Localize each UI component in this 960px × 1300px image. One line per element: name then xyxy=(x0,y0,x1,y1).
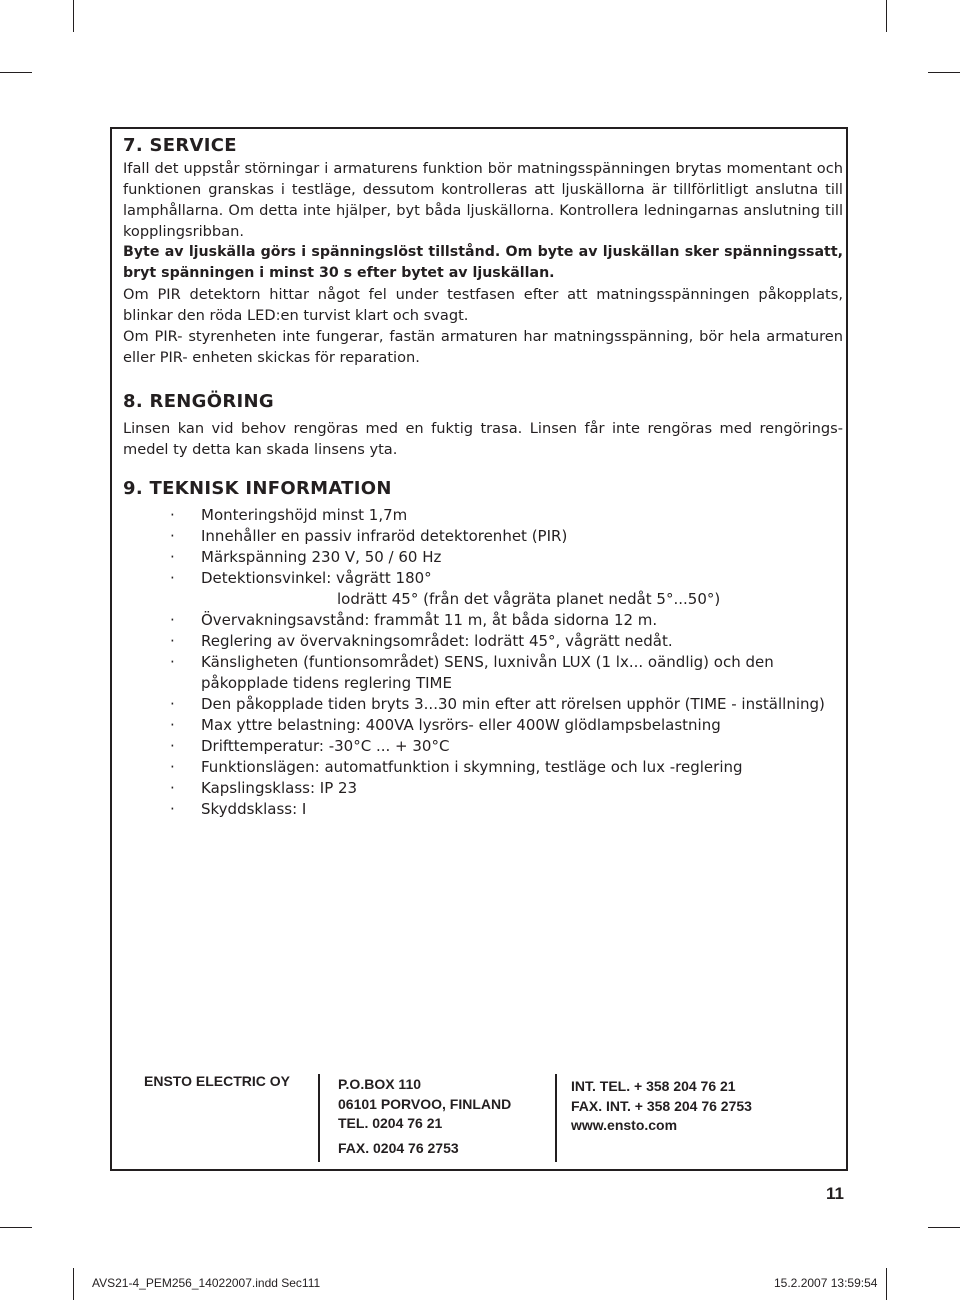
service-warning: Byte av ljuskälla görs i spänningslöst tillstånd. Om byte av ljuskällan sker spänningssatt, bryt spänningen i minst 30 s efter bytet av ljuskällan. xyxy=(123,244,843,281)
technical-list-item xyxy=(123,799,843,820)
technical-list xyxy=(123,505,843,820)
page-number: 11 xyxy=(826,1184,844,1203)
technical-list-item xyxy=(123,631,843,652)
bullet-icon: · xyxy=(170,632,175,650)
technical-heading: 9. TEKNISK INFORMATION xyxy=(123,478,392,499)
item-text: Märkspänning 230 V, 50 / 60 Hz xyxy=(201,548,442,566)
address-line: 06101 PORVOO, FINLAND xyxy=(338,1095,512,1112)
bullet-icon: · xyxy=(170,779,175,797)
bullet-icon: · xyxy=(170,758,175,776)
address-line: TEL. 0204 76 21 xyxy=(338,1115,443,1131)
item-text: Kapslingsklass: IP 23 xyxy=(201,779,358,797)
service-paragraph: Om PIR detektorn hittar något fel under testfasen efter att matningsspänningen påkopplats, blinkar den röda LED:en turvist klart och svagt. xyxy=(123,286,843,324)
crop-mark xyxy=(73,1268,74,1300)
item-text: Känsligheten (funtionsområdet) SENS, luxnivån LUX (1 lx... oändlig) och den xyxy=(201,653,774,671)
item-text: Detektionsvinkel: vågrätt 180° xyxy=(201,569,432,587)
item-text: Funktionslägen: automatfunktion i skymning, testläge och lux -reglering xyxy=(201,758,743,776)
technical-list-item xyxy=(123,526,843,547)
contact-line: FAX. INT. + 358 204 76 2753 xyxy=(571,1097,752,1114)
technical-list-item xyxy=(123,736,843,757)
cleaning-section xyxy=(123,390,843,460)
address-line: P.O.BOX 110 xyxy=(338,1076,422,1092)
footer-divider xyxy=(318,1074,320,1162)
bullet-icon: · xyxy=(170,506,175,524)
footer-contact xyxy=(571,1077,752,1136)
crop-mark xyxy=(0,1227,32,1228)
technical-section xyxy=(123,477,843,820)
crop-mark xyxy=(928,72,960,73)
bullet-icon: · xyxy=(170,737,175,755)
bullet-icon: · xyxy=(170,716,175,734)
technical-list-item xyxy=(123,652,843,694)
footer-address xyxy=(338,1075,511,1158)
item-text: Monteringshöjd minst 1,7m xyxy=(201,506,408,524)
technical-list-item xyxy=(123,547,843,568)
technical-list-item xyxy=(123,757,843,778)
item-text: Max yttre belastning: 400VA lysrörs- eller 400W glödlampsbelastning xyxy=(201,716,721,734)
bullet-icon: · xyxy=(170,611,175,629)
bullet-icon: · xyxy=(170,695,175,713)
bullet-icon: · xyxy=(170,548,175,566)
crop-mark xyxy=(73,0,74,32)
bullet-icon: · xyxy=(170,527,175,545)
service-paragraph: Om PIR- styrenheten inte fungerar, fastän armaturen har matningsspänning, bör hela armaturen eller PIR- enheten skickas för reparation. xyxy=(123,328,843,366)
technical-list-item xyxy=(123,610,843,631)
item-continuation: påkopplade tidens reglering TIME xyxy=(201,674,452,692)
service-section xyxy=(123,134,843,368)
technical-list-item xyxy=(123,568,843,610)
footer-divider xyxy=(555,1074,557,1162)
bullet-icon: · xyxy=(170,653,175,671)
item-text: Drifttemperatur: -30°C ... + 30°C xyxy=(201,737,450,755)
crop-mark xyxy=(886,0,887,32)
technical-list-item xyxy=(123,694,843,715)
cleaning-heading: 8. RENGÖRING xyxy=(123,391,274,412)
service-paragraph: Ifall det uppstår störningar i armaturens funktion bör matningsspänningen brytas momentant och funktionen granskas i testläge, dessutom kontrolleras att ljuskällorna är tillförlitligt anslutna till lamphållarna. Om detta inte hjälper, byt båda ljuskällorna. Kontrollera ledningarnas anslutning till kopplingsribban. xyxy=(123,160,843,240)
item-continuation: lodrätt 45° (från det vågräta planet nedåt 5°...50°) xyxy=(337,590,721,608)
footer-company: ENSTO ELECTRIC OY xyxy=(144,1073,290,1089)
bullet-icon: · xyxy=(170,569,175,587)
item-text: Den påkopplade tiden bryts 3...30 min efter att rörelsen upphör (TIME - inställning) xyxy=(201,695,825,713)
slug-file: AVS21-4_PEM256_14022007.indd Sec111 xyxy=(92,1276,321,1290)
service-heading: 7. SERVICE xyxy=(123,135,237,156)
contact-line: INT. TEL. + 358 204 76 21 xyxy=(571,1078,736,1094)
crop-mark xyxy=(0,72,32,73)
contact-line: www.ensto.com xyxy=(571,1117,678,1133)
item-text: Innehåller en passiv infraröd detektorenhet (PIR) xyxy=(201,527,568,545)
technical-list-item xyxy=(123,778,843,799)
item-text: Skyddsklass: I xyxy=(201,800,307,818)
technical-list-item xyxy=(123,505,843,526)
crop-mark xyxy=(886,1268,887,1300)
address-line: FAX. 0204 76 2753 xyxy=(338,1139,459,1156)
slug-date: 15.2.2007 13:59:54 xyxy=(774,1276,878,1290)
bullet-icon: · xyxy=(170,800,175,818)
technical-list-item xyxy=(123,715,843,736)
item-text: Övervakningsavstånd: frammåt 11 m, åt båda sidorna 12 m. xyxy=(201,611,658,629)
cleaning-paragraph: Linsen kan vid behov rengöras med en fuktig trasa. Linsen får inte rengöras med rengörings-medel ty detta kan skada linsens yta. xyxy=(123,420,843,458)
crop-mark xyxy=(928,1227,960,1228)
item-text: Reglering av övervakningsområdet: lodrätt 45°, vågrätt nedåt. xyxy=(201,632,673,650)
